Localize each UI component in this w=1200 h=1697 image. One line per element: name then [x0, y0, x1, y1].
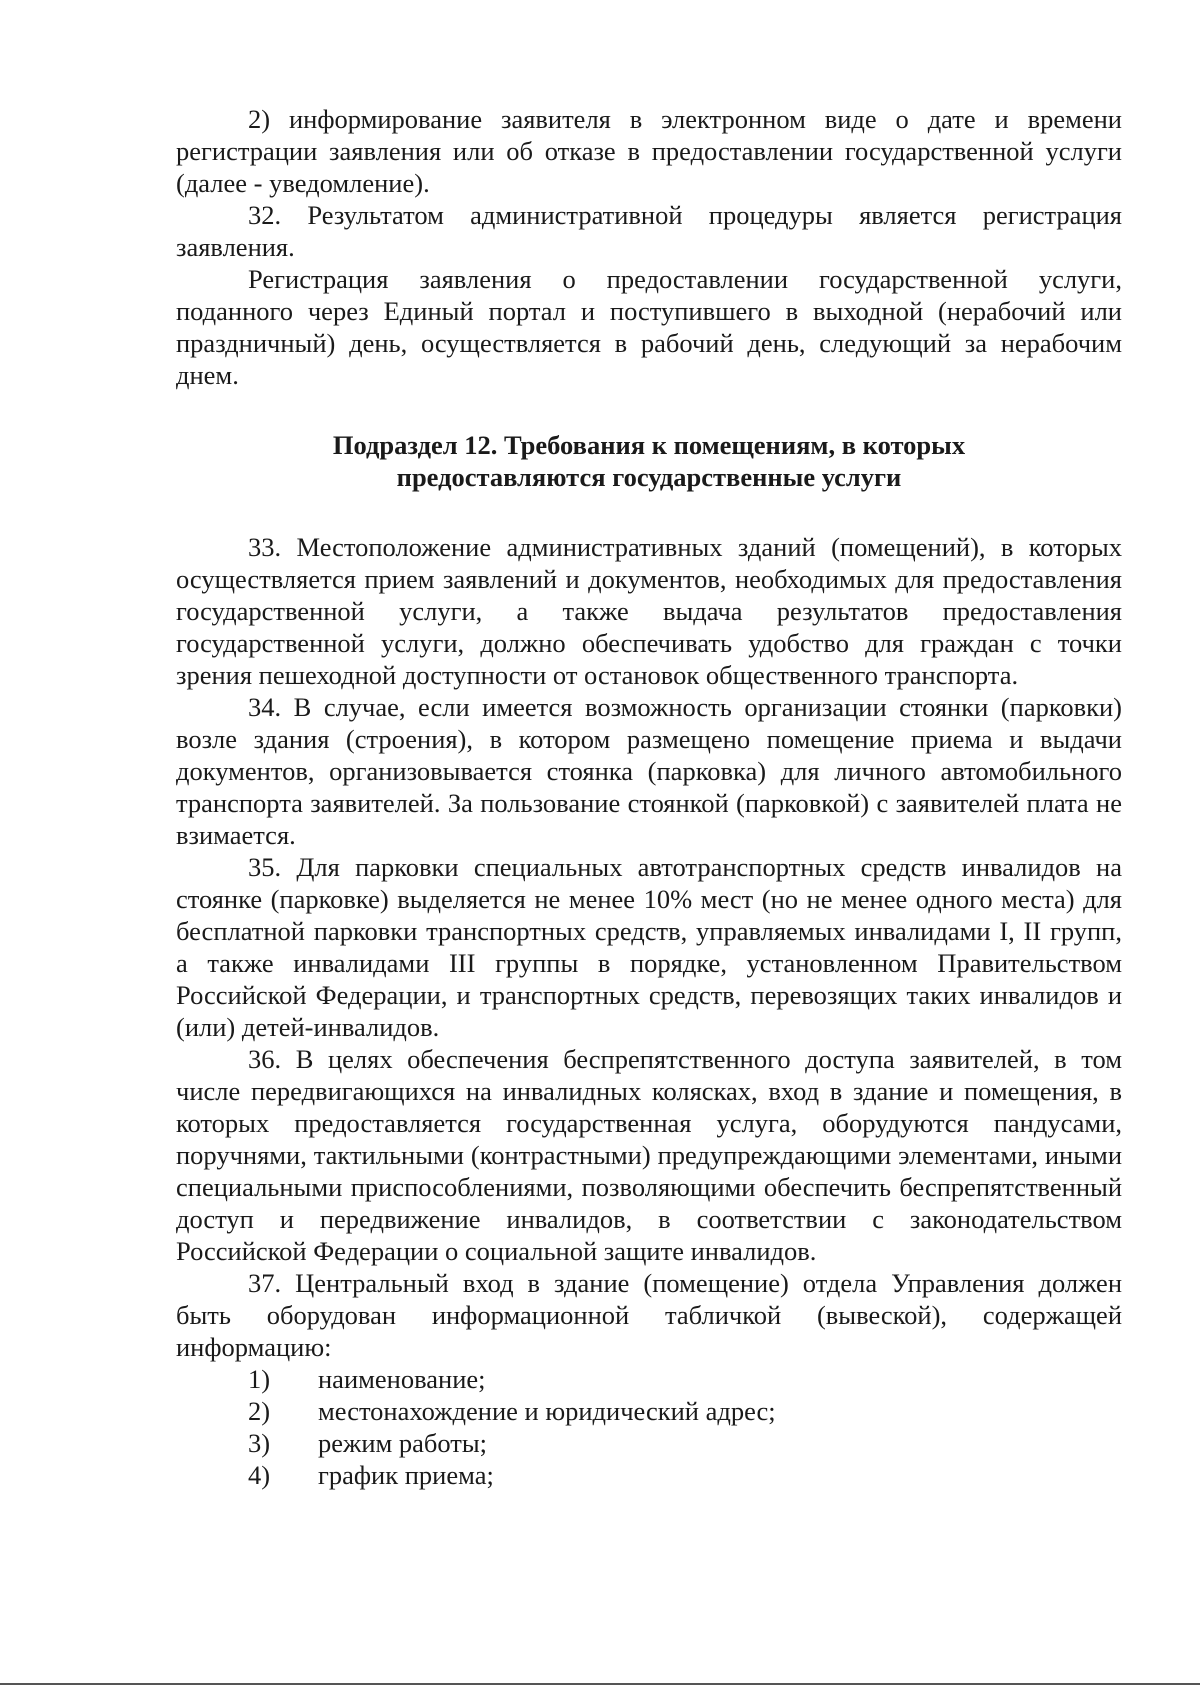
list-item-number: 2)	[248, 1396, 271, 1426]
list-item-number: 1)	[248, 1364, 271, 1394]
paragraph-37: 37. Центральный вход в здание (помещение) отдела Управления должен быть оборудован информационной табличкой (вывеской), содержащей информацию:	[176, 1268, 1122, 1362]
paragraph-36: 36. В целях обеспечения беспрепятственного доступа заявителей, в том числе передвигающихся на инвалидных колясках, вход в здание и помещения, в которых предоставляется государственная услуга, оборудуются пандусами, поручнями, тактильными (контрастными) предупреждающими элементами, иными специальными приспособлениями, позволяющими обеспечить беспрепятственный доступ и передвижение инвалидов, в соответствии с законодательством Российской Федерации о социальной защите инвалидов.	[176, 1044, 1122, 1266]
list-item-number: 3)	[248, 1428, 271, 1458]
paragraph-33: 33. Местоположение административных зданий (помещений), в которых осуществляется прием заявлений и документов, необходимых для предоставления государственной услуги, а также выдача результатов предоставления государственной услуги, должно обеспечивать удобство для граждан с точки зрения пешеходной доступности от остановок общественного транспорта.	[176, 532, 1122, 690]
list-item	[176, 1363, 1122, 1395]
list-item-text: местонахождение и юридический адрес;	[318, 1396, 776, 1426]
list-item-number: 4)	[248, 1460, 271, 1490]
paragraph-32: 32. Результатом административной процедуры является регистрация заявления.	[176, 200, 1122, 262]
page-bottom-divider	[0, 1683, 1200, 1685]
list-item	[176, 1395, 1122, 1427]
list-item	[176, 1459, 1122, 1491]
paragraph-notification: 2) информирование заявителя в электронном виде о дате и времени регистрации заявления или об отказе в предоставлении государственной услуги (далее - уведомление).	[176, 104, 1122, 198]
section-heading	[176, 429, 1122, 493]
list-item-text: наименование;	[318, 1364, 486, 1394]
paragraph-34: 34. В случае, если имеется возможность организации стоянки (парковки) возле здания (строения), в котором размещено помещение приема и выдачи документов, организовывается стоянка (парковка) для личного автомобильного транспорта заявителей. За пользование стоянкой (парковкой) с заявителей плата не взимается.	[176, 692, 1122, 850]
paragraph-35: 35. Для парковки специальных автотранспортных средств инвалидов на стоянке (парковке) выделяется не менее 10% мест (но не менее одного места) для бесплатной парковки транспортных средств, управляемых инвалидами I, II групп, а также инвалидами III группы в порядке, установленном Правительством Российской Федерации, и транспортных средств, перевозящих таких инвалидов и (или) детей-инвалидов.	[176, 852, 1122, 1042]
section-heading-line1: Подраздел 12. Требования к помещениям, в которых	[332, 430, 966, 460]
section-heading-line2: предоставляются государственные услуги	[396, 462, 902, 492]
list-item-text: режим работы;	[318, 1428, 488, 1458]
paragraph-registration: Регистрация заявления о предоставлении государственной услуги, поданного через Единый портал и поступившего в выходной (нерабочий или праздничный) день, осуществляется в рабочий день, следующий за нерабочим днем.	[176, 264, 1122, 390]
info-list	[176, 1363, 1122, 1491]
document-page	[176, 103, 1122, 1491]
list-item-text: график приема;	[318, 1460, 494, 1490]
list-item	[176, 1427, 1122, 1459]
